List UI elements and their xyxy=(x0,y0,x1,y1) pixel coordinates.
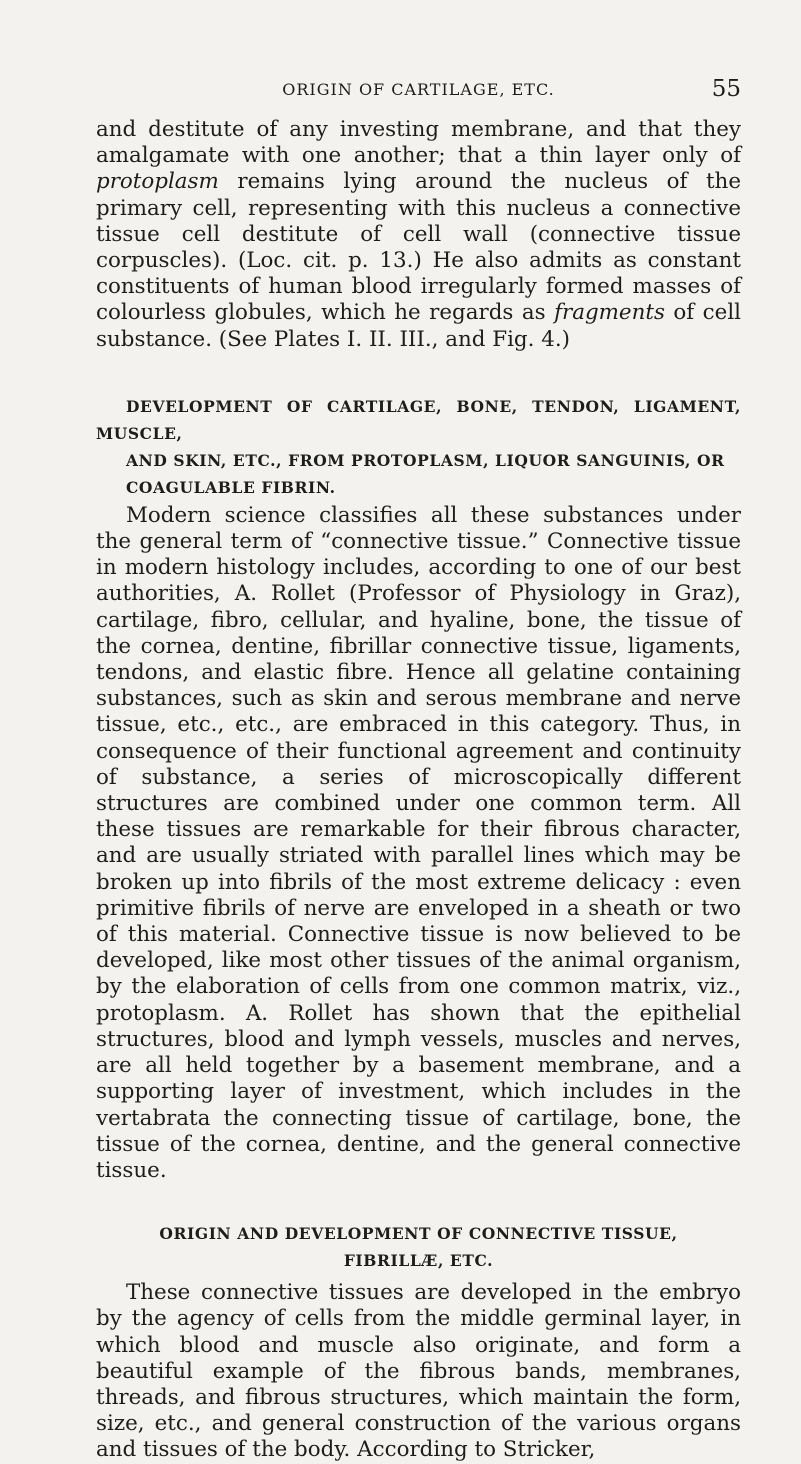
page-number: 55 xyxy=(711,76,741,102)
paragraph-continued xyxy=(96,117,741,353)
section-heading xyxy=(96,393,741,501)
section-heading-line: AND SKIN, ETC., FROM PROTOPLASM, LIQUOR SANGUINIS, OR xyxy=(126,450,725,470)
section-heading-line: COAGULABLE FIBRIN. xyxy=(126,477,336,497)
emphasis-fragments: fragments xyxy=(554,300,665,326)
section-heading xyxy=(96,1220,741,1274)
section-heading-line: FIBRILLÆ, ETC. xyxy=(343,1251,494,1271)
paragraph: Modern science classifies all these substances under the general term of “connective tissue.” Connective tissue in modern histology includes, according to one of our best authorities, A. Rollet (Professor of Physiology in Graz), cartilage, fibro, cellular, and hyaline, bone, the tissue of the cornea, dentine, fibrillar connective tissue, ligaments, tendons, and elastic fibre. Hence all gelatine containing substances, such as skin and serous membrane and nerve tissue, etc., etc., are embraced in this category. Thus, in consequence of their functional agreement and continuity of substance, a series of microscopically different structures are combined under one common term. All these tissues are remarkable for their fibrous character, and are usually striated with parallel lines which may be broken up into fibrils of the most extreme delicacy : even primitive fibrils of nerve are enveloped in a sheath or two of this material. Connective tissue is now believed to be developed, like most other tissues of the animal organism, by the elaboration of cells from one common matrix, viz., protoplasm. A. Rollet has shown that the epithelial structures, blood and lymph vessels, muscles and nerves, are all held together by a basement membrane, and a supporting layer of investment, which includes in the vertabrata the connecting tissue of cartilage, bone, the tissue of the cornea, dentine, and the general connective tissue. xyxy=(96,502,741,1183)
paragraph-text: of cell substance. (See Plates I. II. III., and Fig. 4.) xyxy=(96,300,741,352)
running-head xyxy=(96,76,741,104)
section-heading-line: ORIGIN AND DEVELOPMENT OF CONNECTIVE TISSUE, xyxy=(159,1224,678,1244)
paragraph-text: remains lying around the nucleus of the primary cell, representing with this nucleus a connective tissue cell destitute of cell wall (connective tissue corpuscles). (Loc. cit. p. 13.) He also admits as constant constituents of human blood irregularly formed masses of colourless globules, which he regards as xyxy=(96,169,741,326)
emphasis-protoplasm: protoplasm xyxy=(96,169,219,195)
running-title: ORIGIN OF CARTILAGE, ETC. xyxy=(282,80,555,99)
paragraph: These connective tissues are developed in the embryo by the agency of cells from the middle germinal layer, in which blood and muscle also originate, and form a beautiful example of the fibrous bands, membranes, threads, and fibrous structures, which maintain the form, size, etc., and general construction of the various organs and tissues of the body. According to Stricker, xyxy=(96,1280,741,1463)
section-heading-line: DEVELOPMENT OF CARTILAGE, BONE, TENDON, LIGAMENT, MUSCLE, xyxy=(96,396,741,443)
paragraph-text: and destitute of any investing membrane, and that they amalgamate with one another; that a thin layer only of xyxy=(96,117,741,169)
body-text xyxy=(96,117,741,1464)
